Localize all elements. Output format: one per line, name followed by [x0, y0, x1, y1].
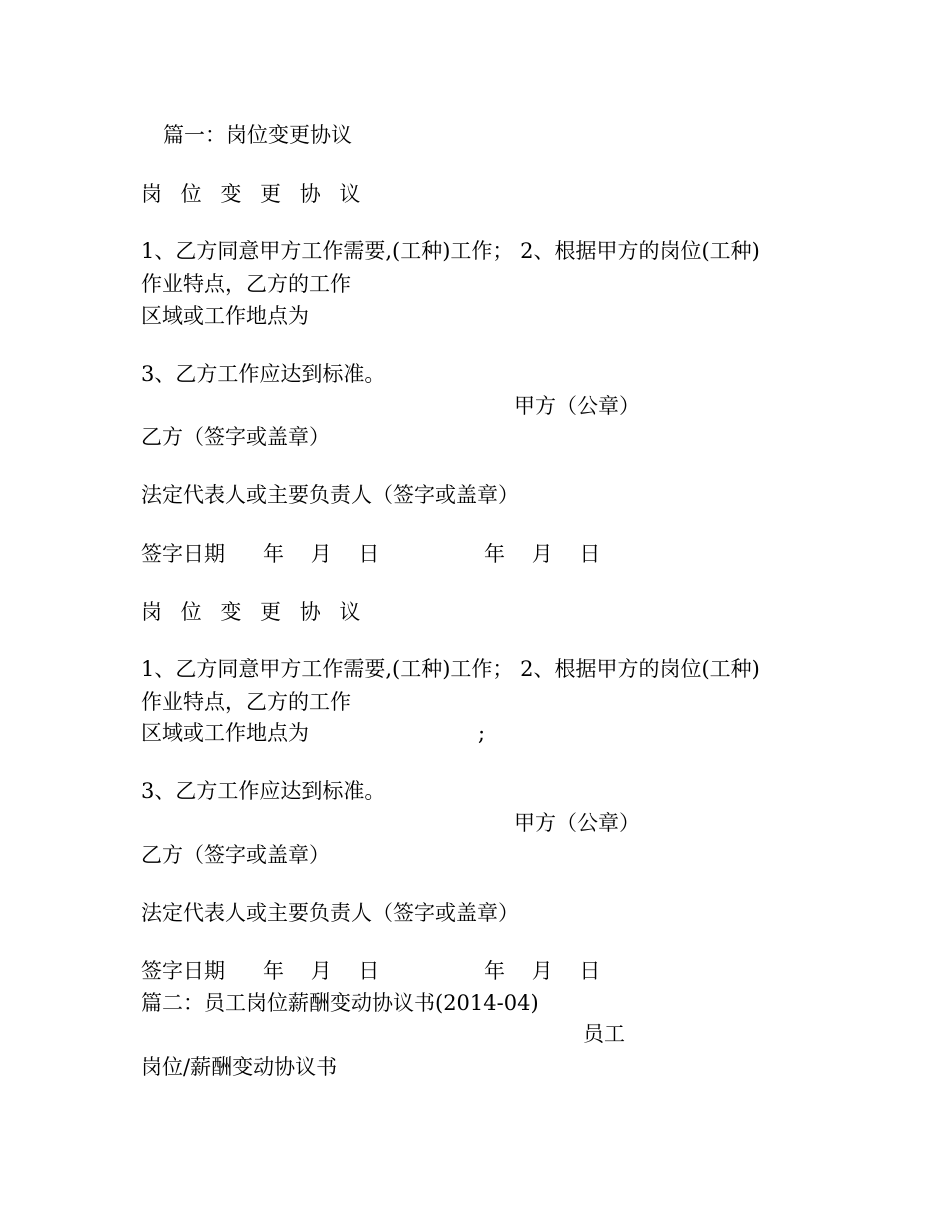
agreement-title: 岗 位 变 更 协 议 — [141, 182, 367, 206]
sign-date-label: 签字日期 — [141, 542, 225, 566]
heading-part-two-continued: 岗位/薪酬变动协议书 — [141, 1055, 338, 1079]
clause-1-line-3: 区域或工作地点为 — [141, 304, 309, 328]
sign-date-right: 年 月 日 — [484, 542, 601, 566]
clause-1-line-1: 1、乙方同意甲方工作需要,(工种)工作； 2、根据甲方的岗位(工种) — [141, 239, 760, 263]
heading-part-two: 篇二：员工岗位薪酬变动协议书(2014-04) — [141, 991, 539, 1015]
heading-part-two-employee: 员工 — [583, 1022, 625, 1046]
sign-date-left: 年 月 日 — [263, 959, 380, 983]
party-a-seal: 甲方（公章） — [514, 811, 640, 835]
clause-3: 3、乙方工作应达到标准。 — [141, 362, 386, 386]
sign-date-left: 年 月 日 — [263, 542, 380, 566]
clause-1-line-2: 作业特点，乙方的工作 — [141, 272, 351, 296]
sign-date-right: 年 月 日 — [484, 959, 601, 983]
agreement-title: 岗 位 变 更 协 议 — [141, 600, 367, 624]
heading-part-one: 篇一：岗位变更协议 — [163, 123, 352, 147]
sign-date-label: 签字日期 — [141, 959, 225, 983]
party-a-seal: 甲方（公章） — [514, 394, 640, 418]
clause-3: 3、乙方工作应达到标准。 — [141, 779, 386, 803]
clause-1-line-3: 区域或工作地点为 — [141, 721, 309, 745]
clause-1-semicolon: ; — [478, 721, 486, 745]
clause-1-line-1: 1、乙方同意甲方工作需要,(工种)工作； 2、根据甲方的岗位(工种) — [141, 657, 760, 681]
party-b-signature: 乙方（签字或盖章） — [141, 843, 330, 867]
clause-1-line-2: 作业特点，乙方的工作 — [141, 690, 351, 714]
legal-representative: 法定代表人或主要负责人（签字或盖章） — [141, 901, 519, 925]
party-b-signature: 乙方（签字或盖章） — [141, 425, 330, 449]
legal-representative: 法定代表人或主要负责人（签字或盖章） — [141, 483, 519, 507]
